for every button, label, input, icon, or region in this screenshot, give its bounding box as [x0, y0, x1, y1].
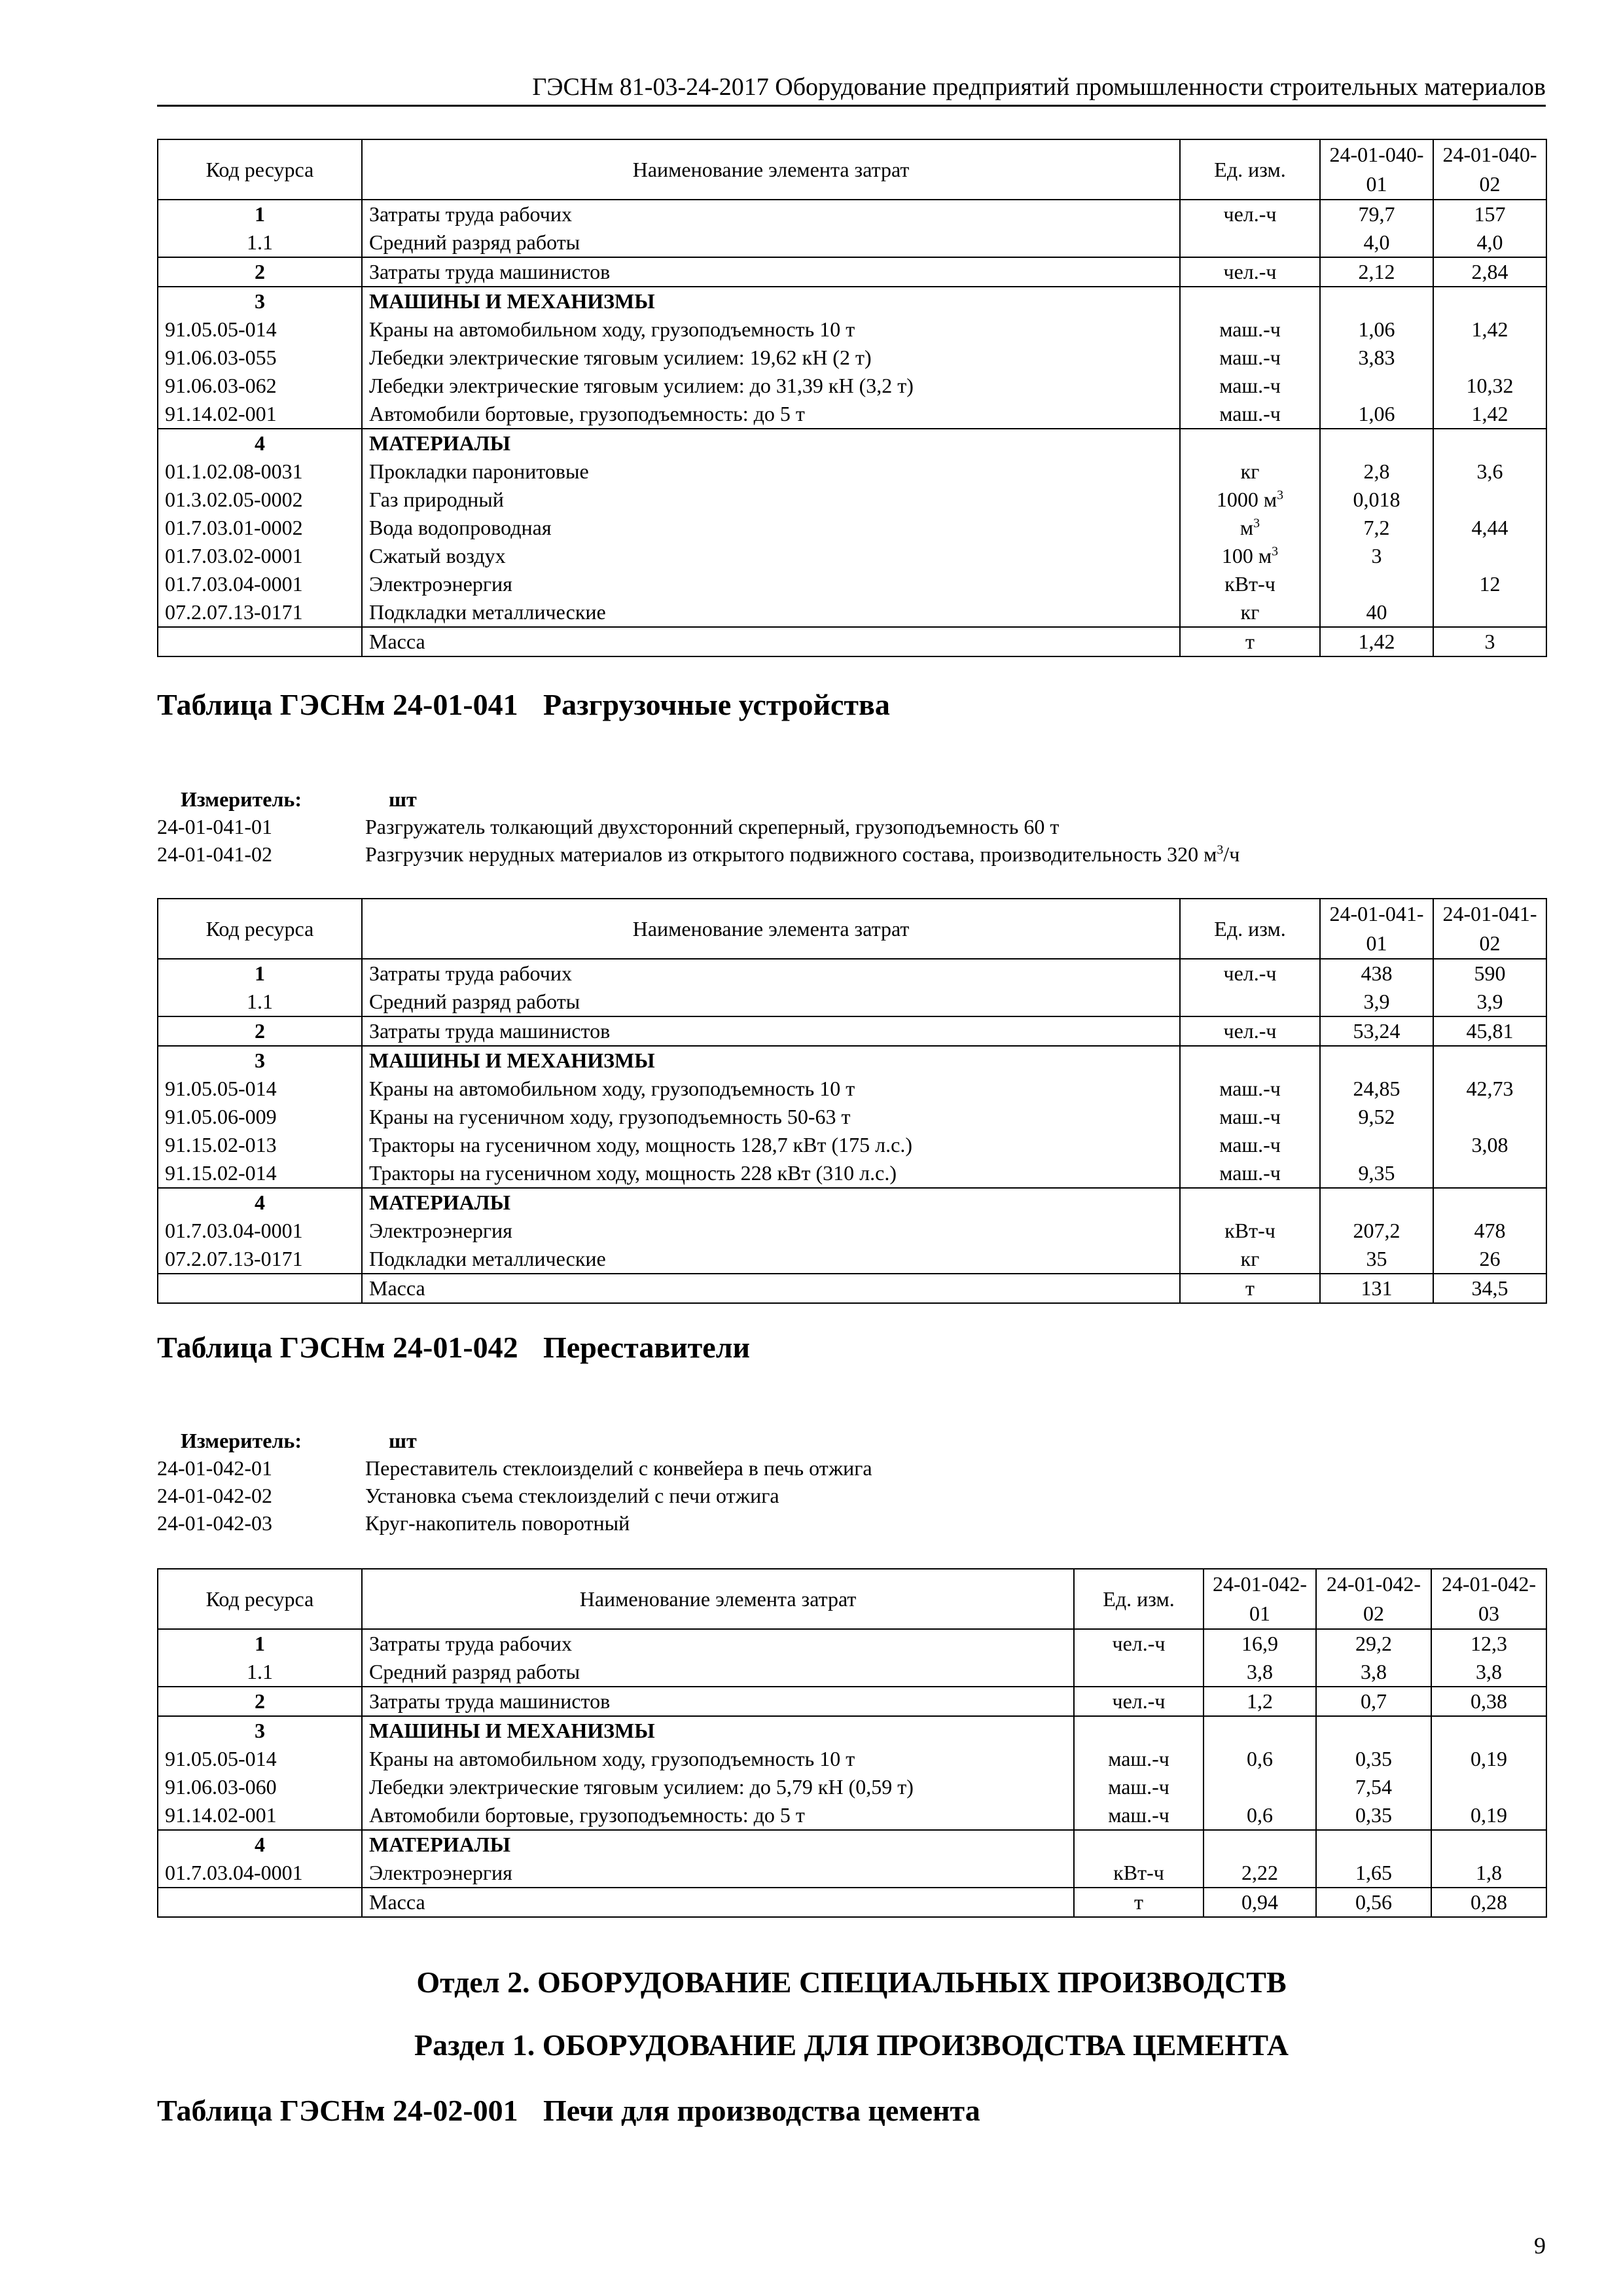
cell-value [1433, 1188, 1546, 1217]
cell-resource-code: 91.05.06-009 [158, 1103, 362, 1131]
cell-unit: кг [1180, 457, 1320, 486]
table-row [158, 457, 1546, 486]
cell-resource-code: 01.7.03.04-0001 [158, 1217, 362, 1245]
resource-table-24-01-042 [157, 1568, 1547, 1918]
cell-value: 0,28 [1431, 1888, 1546, 1917]
cell-cost-element: Затраты труда рабочих [362, 1629, 1074, 1658]
table-number: Таблица ГЭСНм 24-02-001 [157, 2094, 518, 2127]
cell-cost-element: МАШИНЫ И МЕХАНИЗМЫ [362, 287, 1180, 315]
cell-cost-element: Газ природный [362, 486, 1180, 514]
cell-unit [1180, 287, 1320, 315]
cell-value: 207,2 [1320, 1217, 1433, 1245]
cell-unit [1074, 1658, 1204, 1687]
cell-resource-code: 91.15.02-013 [158, 1131, 362, 1159]
cell-value: 53,24 [1320, 1016, 1433, 1046]
table-row [158, 570, 1546, 598]
measure-item-code: 24-01-041-01 [157, 815, 272, 838]
cell-value [1431, 1716, 1546, 1745]
cell-value: 0,35 [1316, 1801, 1431, 1830]
cell-resource-code: 1.1 [158, 988, 362, 1016]
cell-cost-element: Электроэнергия [362, 1217, 1180, 1245]
cell-value: 590 [1433, 959, 1546, 988]
table-title-24-01-042 [157, 1329, 750, 1367]
table-row [158, 1131, 1546, 1159]
cell-cost-element: Подкладки металлические [362, 598, 1180, 627]
cell-cost-element: Средний разряд работы [362, 228, 1180, 257]
cell-value: 35 [1320, 1245, 1433, 1274]
cell-cost-element: Лебедки электрические тяговым усилием: 19,62 кН (2 т) [362, 344, 1180, 372]
table-row [158, 959, 1546, 988]
cell-unit [1180, 429, 1320, 457]
cell-resource-code: 91.14.02-001 [158, 1801, 362, 1830]
cell-value [1320, 1046, 1433, 1075]
table-row [158, 372, 1546, 400]
cell-cost-element: Сжатый воздух [362, 542, 1180, 570]
cell-value: 3,8 [1431, 1658, 1546, 1687]
measure-unit: шт [389, 1429, 417, 1452]
cell-value: 3,6 [1433, 457, 1546, 486]
table-title-24-01-041 [157, 686, 890, 724]
cell-value: 0,7 [1316, 1687, 1431, 1716]
cell-value: 12,3 [1431, 1629, 1546, 1658]
cell-value: 12 [1433, 570, 1546, 598]
measure-item [157, 1482, 872, 1509]
cell-value: 1,42 [1433, 400, 1546, 429]
table-row [158, 1888, 1546, 1917]
cell-cost-element: Масса [362, 1274, 1180, 1303]
cell-cost-element: Электроэнергия [362, 570, 1180, 598]
cell-unit [1180, 988, 1320, 1016]
cell-value: 0,6 [1204, 1801, 1316, 1830]
table-number: Таблица ГЭСНм 24-01-042 [157, 1331, 518, 1364]
cell-unit: чел.-ч [1180, 959, 1320, 988]
header-column-1: 24-01-042-01 [1204, 1569, 1316, 1629]
cell-unit: кг [1180, 598, 1320, 627]
cell-resource-code: 3 [158, 1046, 362, 1075]
table-row [158, 344, 1546, 372]
cell-resource-code: 01.7.03.01-0002 [158, 514, 362, 542]
header-name: Наименование элемента затрат [362, 1569, 1074, 1629]
cell-value: 34,5 [1433, 1274, 1546, 1303]
cell-value: 3 [1433, 627, 1546, 656]
table-row [158, 1716, 1546, 1745]
cell-resource-code: 4 [158, 1188, 362, 1217]
table-name: Разгрузочные устройства [543, 688, 890, 721]
cell-unit: т [1180, 627, 1320, 656]
cell-resource-code: 91.05.05-014 [158, 1075, 362, 1103]
cell-unit [1180, 228, 1320, 257]
table-row [158, 542, 1546, 570]
table-row [158, 1801, 1546, 1830]
measure-item [157, 840, 1240, 868]
header-code: Код ресурса [158, 139, 362, 200]
table-number: Таблица ГЭСНм 24-01-041 [157, 688, 518, 721]
cell-resource-code: 01.7.03.04-0001 [158, 570, 362, 598]
measure-item-text: Разгружатель толкающий двухсторонний скреперный, грузоподъемность 60 т [365, 815, 1060, 838]
table-row [158, 486, 1546, 514]
cell-unit [1074, 1830, 1204, 1859]
measure-block-24-01-041 [157, 785, 1240, 868]
cell-resource-code: 3 [158, 287, 362, 315]
measure-item-text: Круг-накопитель поворотный [365, 1511, 630, 1535]
cell-unit: кг [1180, 1245, 1320, 1274]
cell-value: 3,08 [1433, 1131, 1546, 1159]
table-header-row [158, 139, 1546, 200]
cell-value: 45,81 [1433, 1016, 1546, 1046]
cell-value [1433, 344, 1546, 372]
table-row [158, 1159, 1546, 1188]
cell-unit: 100 $м^3$ [1180, 542, 1320, 570]
cell-value: 0,56 [1316, 1888, 1431, 1917]
table-row [158, 1745, 1546, 1773]
cell-unit: 1000 $м^3$ [1180, 486, 1320, 514]
table-row [158, 257, 1546, 287]
table-row [158, 1859, 1546, 1888]
table-row [158, 1773, 1546, 1801]
cell-value: 7,54 [1316, 1773, 1431, 1801]
cell-value: 1,2 [1204, 1687, 1316, 1716]
cell-value: 131 [1320, 1274, 1433, 1303]
cell-value: 1,06 [1320, 400, 1433, 429]
cell-cost-element: Затраты труда рабочих [362, 959, 1180, 988]
cell-value [1320, 1131, 1433, 1159]
cell-value [1431, 1773, 1546, 1801]
table-row [158, 627, 1546, 656]
cell-value: 0,19 [1431, 1745, 1546, 1773]
cell-cost-element: Краны на автомобильном ходу, грузоподъемность 10 т [362, 315, 1180, 344]
section-heading: Раздел 1. ОБОРУДОВАНИЕ ДЛЯ ПРОИЗВОДСТВА ЦЕМЕНТА [414, 2028, 1289, 2062]
cell-value: 3 [1320, 542, 1433, 570]
cell-unit: чел.-ч [1180, 257, 1320, 287]
cell-unit: маш.-ч [1180, 372, 1320, 400]
measure-item [157, 813, 1240, 840]
header-column-1: 24-01-040-01 [1320, 139, 1433, 200]
cell-value: 3,8 [1204, 1658, 1316, 1687]
cell-value: 3,8 [1316, 1658, 1431, 1687]
header-unit: Ед. изм. [1180, 899, 1320, 959]
cell-cost-element: Краны на автомобильном ходу, грузоподъемность 10 т [362, 1075, 1180, 1103]
cell-unit: чел.-ч [1180, 200, 1320, 228]
cell-value: 42,73 [1433, 1075, 1546, 1103]
cell-value [1433, 598, 1546, 627]
cell-value [1320, 1188, 1433, 1217]
cell-cost-element: МАТЕРИАЛЫ [362, 1830, 1074, 1859]
cell-unit: маш.-ч [1074, 1745, 1204, 1773]
cell-cost-element: Лебедки электрические тяговым усилием: до 31,39 кН (3,2 т) [362, 372, 1180, 400]
cell-value [1320, 372, 1433, 400]
table-row [158, 429, 1546, 457]
table-row [158, 514, 1546, 542]
cell-resource-code: 1.1 [158, 1658, 362, 1687]
cell-value [1204, 1773, 1316, 1801]
cell-value: 4,44 [1433, 514, 1546, 542]
measure-item-code: 24-01-042-01 [157, 1456, 272, 1480]
cell-resource-code: 1 [158, 959, 362, 988]
cell-cost-element: Затраты труда машинистов [362, 1016, 1180, 1046]
header-unit: Ед. изм. [1074, 1569, 1204, 1629]
cell-value: 9,52 [1320, 1103, 1433, 1131]
cell-resource-code: 01.7.03.04-0001 [158, 1859, 362, 1888]
cell-resource-code: 91.15.02-014 [158, 1159, 362, 1188]
cell-cost-element: Автомобили бортовые, грузоподъемность: до 5 т [362, 400, 1180, 429]
table-title-24-02-001 [157, 2092, 980, 2130]
cell-value: 3,9 [1320, 988, 1433, 1016]
cell-unit [1074, 1716, 1204, 1745]
table-header-row [158, 899, 1546, 959]
cell-cost-element: Вода водопроводная [362, 514, 1180, 542]
cell-resource-code: 91.14.02-001 [158, 400, 362, 429]
measure-label: Измеритель: [181, 787, 302, 811]
cell-value: 438 [1320, 959, 1433, 988]
cell-value: 79,7 [1320, 200, 1433, 228]
cell-cost-element: МАТЕРИАЛЫ [362, 429, 1180, 457]
measure-item-code: 24-01-042-02 [157, 1484, 272, 1507]
cell-resource-code: 1 [158, 200, 362, 228]
cell-unit: кВт-ч [1180, 570, 1320, 598]
cell-value: 16,9 [1204, 1629, 1316, 1658]
cell-value: 9,35 [1320, 1159, 1433, 1188]
cell-value: 4,0 [1433, 228, 1546, 257]
cell-value [1320, 570, 1433, 598]
cell-unit: маш.-ч [1180, 1075, 1320, 1103]
header-column-1: 24-01-041-01 [1320, 899, 1433, 959]
cell-resource-code: 1 [158, 1629, 362, 1658]
cell-value: 29,2 [1316, 1629, 1431, 1658]
cell-resource-code: 4 [158, 429, 362, 457]
cell-value [1316, 1830, 1431, 1859]
cell-value [1433, 542, 1546, 570]
cell-value: 26 [1433, 1245, 1546, 1274]
cell-value: 4,0 [1320, 228, 1433, 257]
cell-unit [1180, 1046, 1320, 1075]
cell-value: 3,9 [1433, 988, 1546, 1016]
cell-value [1316, 1716, 1431, 1745]
cell-unit: чел.-ч [1180, 1016, 1320, 1046]
cell-resource-code: 01.1.02.08-0031 [158, 457, 362, 486]
cell-value: 2,84 [1433, 257, 1546, 287]
cell-unit: маш.-ч [1180, 1159, 1320, 1188]
cell-unit: чел.-ч [1074, 1629, 1204, 1658]
resource-table-24-01-040 [157, 139, 1547, 657]
cell-value: 157 [1433, 200, 1546, 228]
cell-value: 10,32 [1433, 372, 1546, 400]
cell-unit: маш.-ч [1074, 1773, 1204, 1801]
cell-resource-code: 01.7.03.02-0001 [158, 542, 362, 570]
cell-value [1204, 1830, 1316, 1859]
measure-item [157, 1509, 872, 1537]
measure-item [157, 1454, 872, 1482]
cell-resource-code: 91.06.03-060 [158, 1773, 362, 1801]
cell-cost-element: Автомобили бортовые, грузоподъемность: до 5 т [362, 1801, 1074, 1830]
cell-resource-code: 07.2.07.13-0171 [158, 598, 362, 627]
cell-unit: маш.-ч [1074, 1801, 1204, 1830]
cell-value: 478 [1433, 1217, 1546, 1245]
cell-value [1204, 1716, 1316, 1745]
cell-unit: т [1180, 1274, 1320, 1303]
cell-value [1320, 429, 1433, 457]
table-row [158, 1687, 1546, 1716]
header-column-2: 24-01-042-02 [1316, 1569, 1431, 1629]
cell-value: 40 [1320, 598, 1433, 627]
table-name: Печи для производства цемента [543, 2094, 980, 2127]
cell-cost-element: Затраты труда машинистов [362, 257, 1180, 287]
cell-cost-element: Тракторы на гусеничном ходу, мощность 228 кВт (310 л.с.) [362, 1159, 1180, 1188]
table-row [158, 287, 1546, 315]
cell-value: 0,94 [1204, 1888, 1316, 1917]
cell-cost-element: Затраты труда машинистов [362, 1687, 1074, 1716]
table-row [158, 1217, 1546, 1245]
measure-item-code: 24-01-042-03 [157, 1511, 272, 1535]
cell-value: 2,12 [1320, 257, 1433, 287]
table-row [158, 988, 1546, 1016]
cell-unit: маш.-ч [1180, 1131, 1320, 1159]
cell-cost-element: Масса [362, 1888, 1074, 1917]
cell-unit: чел.-ч [1074, 1687, 1204, 1716]
measure-item-text: Установка съема стеклоизделий с печи отжига [365, 1484, 779, 1507]
cell-resource-code: 91.05.05-014 [158, 1745, 362, 1773]
cell-resource-code: 91.06.03-062 [158, 372, 362, 400]
cell-value: 2,8 [1320, 457, 1433, 486]
cell-value [1320, 287, 1433, 315]
cell-resource-code: 1.1 [158, 228, 362, 257]
cell-value: 24,85 [1320, 1075, 1433, 1103]
cell-cost-element: МАШИНЫ И МЕХАНИЗМЫ [362, 1046, 1180, 1075]
table-row [158, 1075, 1546, 1103]
cell-resource-code [158, 1888, 362, 1917]
table-name: Переставители [543, 1331, 751, 1364]
measure-item-text: Переставитель стеклоизделий с конвейера в печь отжига [365, 1456, 872, 1480]
cell-value: 0,018 [1320, 486, 1433, 514]
cell-resource-code: 4 [158, 1830, 362, 1859]
cell-value [1433, 1159, 1546, 1188]
cell-unit: кВт-ч [1074, 1859, 1204, 1888]
cell-unit: кВт-ч [1180, 1217, 1320, 1245]
cell-value: 3,83 [1320, 344, 1433, 372]
table-row [158, 228, 1546, 257]
cell-value: 1,42 [1433, 315, 1546, 344]
table-row [158, 1245, 1546, 1274]
table-row [158, 1274, 1546, 1303]
cell-value: 0,38 [1431, 1687, 1546, 1716]
cell-cost-element: МАТЕРИАЛЫ [362, 1188, 1180, 1217]
page-header: ГЭСНм 81-03-24-2017 Оборудование предприятий промышленности строительных материалов [157, 71, 1546, 107]
header-name: Наименование элемента затрат [362, 139, 1180, 200]
table-header-row [158, 1569, 1546, 1629]
cell-cost-element: Краны на автомобильном ходу, грузоподъемность 10 т [362, 1745, 1074, 1773]
table-row [158, 1016, 1546, 1046]
cell-value: 1,65 [1316, 1859, 1431, 1888]
cell-value: 0,19 [1431, 1801, 1546, 1830]
resource-table-24-01-041 [157, 898, 1547, 1304]
table-row [158, 1188, 1546, 1217]
cell-unit: т [1074, 1888, 1204, 1917]
measure-unit: шт [389, 787, 417, 811]
header-column-2: 24-01-041-02 [1433, 899, 1546, 959]
cell-value: 0,35 [1316, 1745, 1431, 1773]
cell-value [1433, 1046, 1546, 1075]
header-column-3: 24-01-042-03 [1431, 1569, 1546, 1629]
cell-cost-element: Масса [362, 627, 1180, 656]
cell-unit: маш.-ч [1180, 344, 1320, 372]
cell-cost-element: Прокладки паронитовые [362, 457, 1180, 486]
table-row [158, 1830, 1546, 1859]
table-row [158, 1658, 1546, 1687]
cell-cost-element: Средний разряд работы [362, 988, 1180, 1016]
cell-cost-element: МАШИНЫ И МЕХАНИЗМЫ [362, 1716, 1074, 1745]
cell-unit: маш.-ч [1180, 315, 1320, 344]
cell-value [1431, 1830, 1546, 1859]
cell-unit: $м^3$ [1180, 514, 1320, 542]
cell-cost-element: Подкладки металлические [362, 1245, 1180, 1274]
cell-resource-code: 3 [158, 1716, 362, 1745]
cell-unit [1180, 1188, 1320, 1217]
cell-value: 0,6 [1204, 1745, 1316, 1773]
measure-item-text: Разгрузчик нерудных материалов из открытого подвижного состава, производительность 320 $м^3/ч$ [365, 842, 1240, 866]
header-column-2: 24-01-040-02 [1433, 139, 1546, 200]
cell-value [1433, 429, 1546, 457]
cell-value [1433, 287, 1546, 315]
cell-cost-element: Краны на гусеничном ходу, грузоподъемность 50-63 т [362, 1103, 1180, 1131]
measure-item-code: 24-01-041-02 [157, 842, 272, 866]
cell-resource-code: 01.3.02.05-0002 [158, 486, 362, 514]
cell-cost-element: Электроэнергия [362, 1859, 1074, 1888]
cell-cost-element: Лебедки электрические тяговым усилием: до 5,79 кН (0,59 т) [362, 1773, 1074, 1801]
table-row [158, 1046, 1546, 1075]
table-row [158, 200, 1546, 228]
header-code: Код ресурса [158, 1569, 362, 1629]
table-row [158, 598, 1546, 627]
cell-resource-code: 07.2.07.13-0171 [158, 1245, 362, 1274]
cell-resource-code [158, 1274, 362, 1303]
cell-resource-code: 91.05.05-014 [158, 315, 362, 344]
header-name: Наименование элемента затрат [362, 899, 1180, 959]
cell-value: 7,2 [1320, 514, 1433, 542]
cell-cost-element: Затраты труда рабочих [362, 200, 1180, 228]
cell-value: 1,8 [1431, 1859, 1546, 1888]
measure-block-24-01-042 [157, 1427, 872, 1537]
cell-resource-code: 2 [158, 1016, 362, 1046]
table-row [158, 1629, 1546, 1658]
table-row [158, 1103, 1546, 1131]
cell-value [1433, 1103, 1546, 1131]
cell-resource-code: 2 [158, 1687, 362, 1716]
department-heading: Отдел 2. ОБОРУДОВАНИЕ СПЕЦИАЛЬНЫХ ПРОИЗВОДСТВ [416, 1965, 1287, 1999]
table-row [158, 400, 1546, 429]
table-row [158, 315, 1546, 344]
cell-cost-element: Средний разряд работы [362, 1658, 1074, 1687]
header-unit: Ед. изм. [1180, 139, 1320, 200]
cell-unit: маш.-ч [1180, 400, 1320, 429]
cell-unit: маш.-ч [1180, 1103, 1320, 1131]
cell-resource-code: 2 [158, 257, 362, 287]
cell-resource-code: 91.06.03-055 [158, 344, 362, 372]
cell-value: 1,06 [1320, 315, 1433, 344]
cell-value: 2,22 [1204, 1859, 1316, 1888]
page-number: 9 [1534, 2233, 1546, 2259]
cell-value [1433, 486, 1546, 514]
measure-label: Измеритель: [181, 1429, 302, 1452]
cell-cost-element: Тракторы на гусеничном ходу, мощность 128,7 кВт (175 л.с.) [362, 1131, 1180, 1159]
cell-resource-code [158, 627, 362, 656]
cell-value: 1,42 [1320, 627, 1433, 656]
header-code: Код ресурса [158, 899, 362, 959]
